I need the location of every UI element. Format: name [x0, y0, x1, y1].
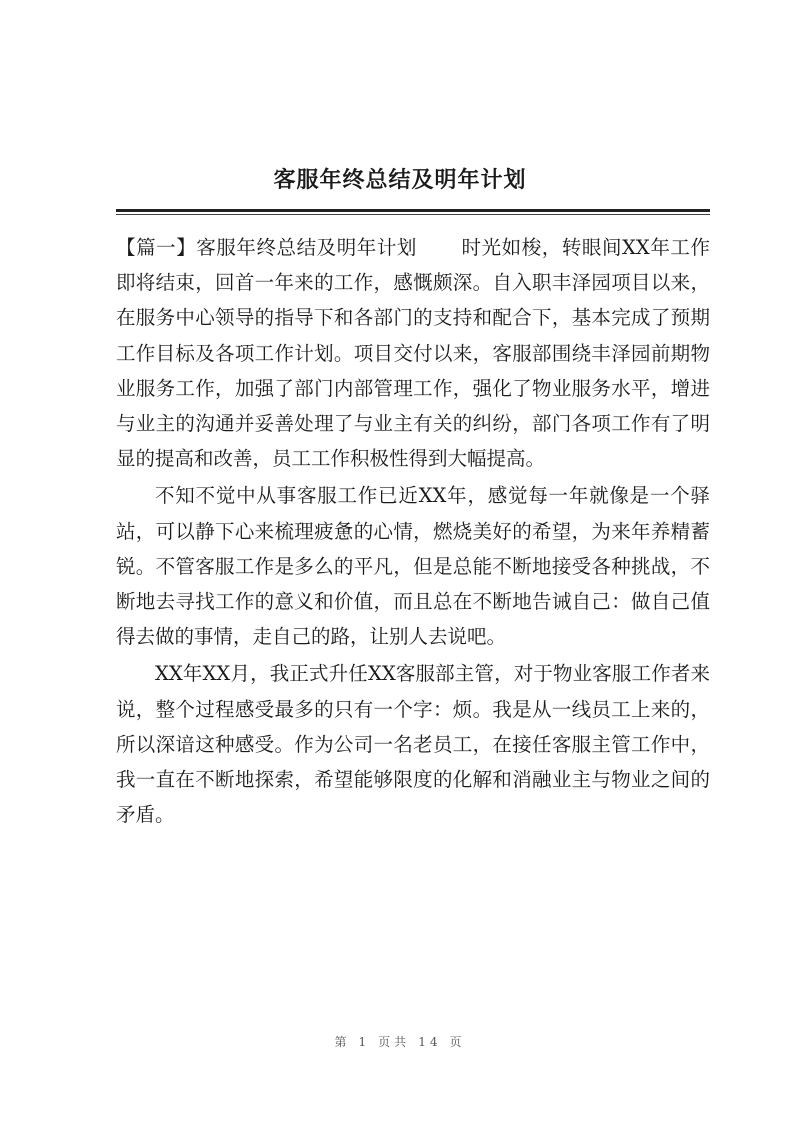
- title-rule-thick: [116, 209, 710, 212]
- paragraph-text: 时光如梭，转眼间XX年工作即将结束，回首一年来的工作，感慨颇深。自入职丰泽园项目以来，在服务中心领导的指导下和各部门的支持和配合下，基本完成了预期工作目标及各项工作计划。项目交付以来，客服部围绕丰泽园前期物业服务工作，加强了部门内部管理工作，强化了物业服务水平，增进与业主的沟通并妥善处理了与业主有关的纠纷，部门各项工作有了明显的提高和改善，员工工作积极性得到大幅提高。: [116, 236, 710, 471]
- paragraph-3: XX年XX月，我正式升任XX客服部主管，对于物业客服工作者来说，整个过程感受最多的只有一个字：烦。我是从一线员工上来的，所以深谙这种感受。作为公司一名老员工，在接任客服主管工作中，我一直在不断地探索，希望能够限度的化解和消融业主与物业之间的矛盾。: [116, 662, 710, 827]
- total-pages: 14: [418, 1035, 442, 1049]
- title-rule-thin: [116, 214, 710, 215]
- paragraph-1: [116, 230, 710, 476]
- footer-suffix: 页: [449, 1035, 466, 1049]
- paragraph-2: 不知不觉中从事客服工作已近XX年，感觉每一年就像是一个驿站，可以静下心来梳理疲惫的心情，燃烧美好的希望，为来年养精蓄锐。不管客服工作是多么的平凡，但是总能不断地接受各种挑战，不断地去寻找工作的意义和价值，而且总在不断地告诫自己：做自己值得去做的事情，走自己的路，让别人去说吧。: [116, 484, 710, 649]
- page-number: 1: [358, 1035, 371, 1049]
- document-body: [116, 230, 710, 832]
- footer-middle: 页共: [378, 1035, 411, 1049]
- document-title: 客服年终总结及明年计划: [273, 167, 527, 193]
- section-heading: 【篇一】客服年终总结及明年计划: [116, 236, 417, 259]
- page-footer: [0, 1033, 800, 1050]
- footer-prefix: 第: [334, 1035, 351, 1049]
